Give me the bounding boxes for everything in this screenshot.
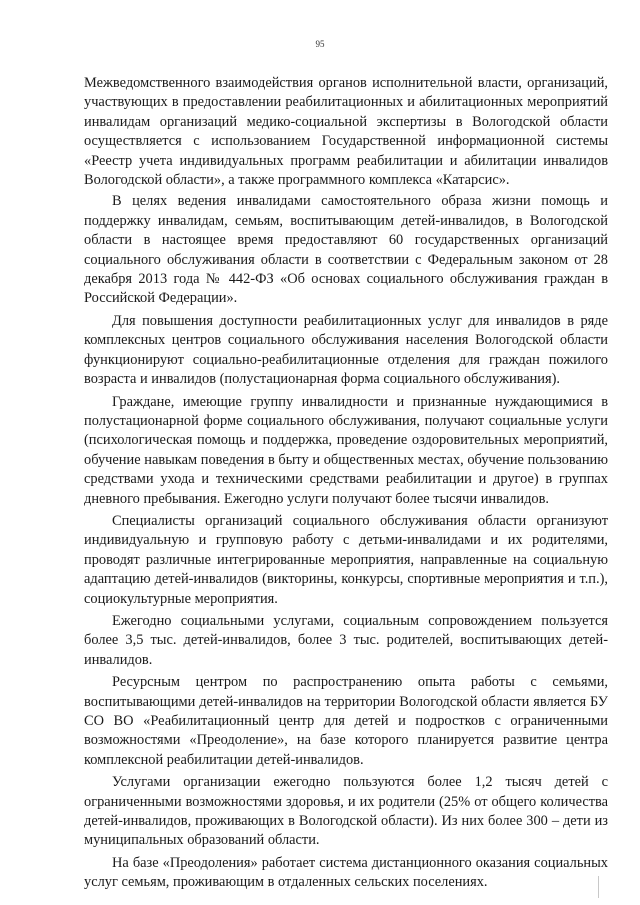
paragraph-remote-services: На базе «Преодоления» работает система дистанционного оказания социальных услуг семьям, проживающим в отдаленных сельских поселениях. [84,854,608,891]
paragraph-children-adaptation-work: Специалисты организаций социального обслуживания области организуют индивидуальную и групповую работу с детьми-инвалидами и их родителями, проводят различные интегрированные мероприятия, направленные на социальную адаптацию детей-инвалидов (викторины, конкурсы, спортивные мероприятия и т.п.), социокультурные мероприятия. [84,512,608,607]
paragraph-interagency-cooperation: Межведомственного взаимодействия органов исполнительной власти, организаций, участвующих в предоставлении реабилитационных и абилитационных мероприятий инвалидам организаций медико-социальной экспертизы в Вологодской области осуществляется с использованием Государственной информационной системы «Реестр учета индивидуальных программ реабилитации и абилитации инвалидов Вологодской области», а также программного комплекса «Катарсис». [84,75,608,189]
paragraph-resource-center: Ресурсным центром по распространению опыта работы с семьями, воспитывающими детей-инвалидов на территории Вологодской области является БУ СО ВО «Реабилитационный центр для детей и подростков с ограниченными возможностями «Преодоление», на базе которого планируется развитие центра комплексной реабилитации детей-инвалидов. [84,674,608,768]
paragraph-organization-service-users: Услугами организации ежегодно пользуются более 1,2 тысяч детей с ограниченными возможностями здоровья, и их родители (25% от общего количества детей-инвалидов, проживающих в Вологодской области). Из них более 300 – дети из муниципальных образований области. [84,774,608,849]
document-body [84,74,608,895]
paragraph-annual-recipients: Ежегодно социальными услугами, социальным сопровождением пользуется более 3,5 тыс. детей-инвалидов, более 3 тыс. родителей, воспитывающих детей-инвалидов. [84,612,608,668]
page-number: 95 [315,39,325,49]
paragraph-day-care-services: Граждане, имеющие группу инвалидности и признанные нуждающимися в полустационарной форме социального обслуживания, получают социальные услуги (психологическая помощь и поддержка, проведение оздоровительных мероприятий, обучение навыкам поведения в быту и общественных местах, обучение пользованию средствами ухода и техническими средствами реабилитации и другое) в группах дневного пребывания. Ежегодно услуги получают более тысячи инвалидов. [84,393,608,507]
scan-edge-mark [598,876,599,898]
paragraph-rehabilitation-departments: Для повышения доступности реабилитационных услуг для инвалидов в ряде комплексных центров социального обслуживания населения Вологодской области функционируют социально-реабилитационные отделения для граждан пожилого возраста и инвалидов (полустационарная форма социального обслуживания). [84,312,608,388]
paragraph-independent-living-support: В целях ведения инвалидами самостоятельного образа жизни помощь и поддержку инвалидам, семьям, воспитывающим детей-инвалидов, в Вологодской области в настоящее время предоставляют 60 государственных организаций социального обслуживания области в соответствии с Федеральным законом от 28 декабря 2013 года № 442-ФЗ «Об основах социального обслуживания граждан в Российской Федерации». [84,193,608,307]
